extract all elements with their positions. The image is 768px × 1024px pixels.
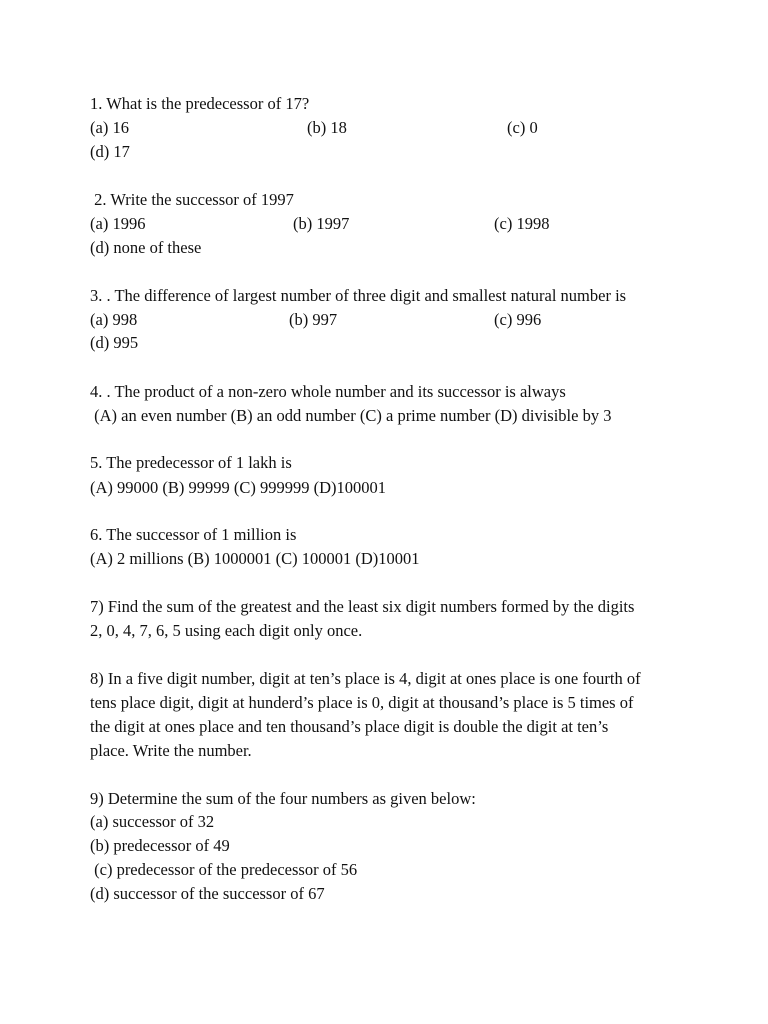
question-2-option-a: (a) 1996 xyxy=(90,214,146,233)
question-3-option-b: (b) 997 xyxy=(289,310,338,329)
question-1-text: 1. What is the predecessor of 17? xyxy=(90,94,310,113)
question-5-options: (A) 99000 (B) 99999 (C) 999999 (D)100001 xyxy=(90,478,387,497)
question-4-options: (A) an even number (B) an odd number (C) a prime number (D) divisible by 3 xyxy=(90,406,612,425)
question-1-option-d: (d) 17 xyxy=(90,142,130,161)
question-3-text: 3. . The difference of largest number of three digit and smallest natural number is xyxy=(90,286,627,305)
question-5-text: 5. The predecessor of 1 lakh is xyxy=(90,453,292,472)
question-8-line-4: place. Write the number. xyxy=(90,741,252,760)
question-1-option-b: (b) 18 xyxy=(307,118,347,137)
question-2-option-c: (c) 1998 xyxy=(494,214,550,233)
question-8-line-1: 8) In a five digit number, digit at ten’s place is 4, digit at ones place is one fourth of xyxy=(90,669,641,688)
question-9-option-b: (b) predecessor of 49 xyxy=(90,836,230,855)
question-1-option-a: (a) 16 xyxy=(90,118,129,137)
question-9-option-d: (d) successor of the successor of 67 xyxy=(90,884,325,903)
question-7-line-1: 7) Find the sum of the greatest and the least six digit numbers formed by the digits xyxy=(90,597,635,616)
question-9-option-c: (c) predecessor of the predecessor of 56 xyxy=(90,860,358,879)
question-7-line-2: 2, 0, 4, 7, 6, 5 using each digit only once. xyxy=(90,621,363,640)
question-4-text: 4. . The product of a non-zero whole number and its successor is always xyxy=(90,382,566,401)
question-6-options: (A) 2 millions (B) 1000001 (C) 100001 (D)10001 xyxy=(90,549,420,568)
question-3-option-a: (a) 998 xyxy=(90,310,138,329)
question-2-text: 2. Write the successor of 1997 xyxy=(90,190,294,209)
question-8-line-2: tens place digit, digit at hunderd’s place is 0, digit at thousand’s place is 5 times of xyxy=(90,693,634,712)
question-2-option-d: (d) none of these xyxy=(90,238,202,257)
question-8-line-3: the digit at ones place and ten thousand’s place digit is double the digit at ten’s xyxy=(90,717,609,736)
question-1-option-c: (c) 0 xyxy=(507,118,538,137)
question-9-option-a: (a) successor of 32 xyxy=(90,812,215,831)
question-2-option-b: (b) 1997 xyxy=(293,214,350,233)
question-9-text: 9) Determine the sum of the four numbers as given below: xyxy=(90,789,476,808)
question-3-option-d: (d) 995 xyxy=(90,333,139,352)
question-6-text: 6. The successor of 1 million is xyxy=(90,525,297,544)
question-3-option-c: (c) 996 xyxy=(494,310,542,329)
